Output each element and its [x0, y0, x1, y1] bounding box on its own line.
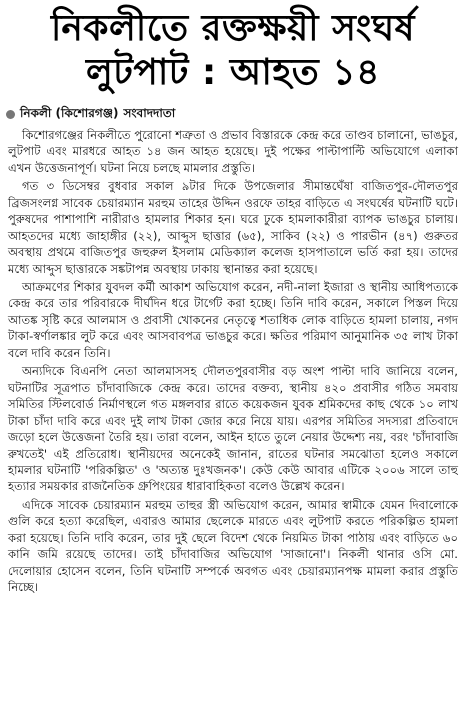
paragraph-3: আক্রমণের শিকার যুবদল কর্মী আকাশ অভিযোগ করেন, নদী-নালা ইজারা ও স্থানীয় আধিপত্যকে কেন্দ্র করে তার পরিবারকে দীর্ঘদিন ধরে টার্গেট করা হচ্ছে। তিনি দাবি করেন, সকালে পিস্তল দিয়ে আতঙ্ক সৃষ্টি করে আলমাস ও প্রবাসী খোকনের নেতৃত্বে শতাধিক লোক বাড়িতে হামলা চালায়, নগদ টাকা-স্বর্ণালঙ্কার লুট করে এবং আসবাবপত্র ভাঙচুর করে। ক্ষতির পরিমাণ আনুমানিক ৩৫ লাখ টাকা বলে দাবি করেন তিনি।	[8, 280, 458, 360]
paragraph-5: এদিকে সাবেক চেয়ারম্যান মরহুম তাহুর স্ত্রী অভিযোগ করেন, আমার স্বামীকে যেমন দিবালোকে গুলি করে হত্যা করেছিল, এবারও আমার ছেলেকে মারতে এবং লুটপাট করতে পরিকল্পিত হামলা করা হয়েছে। তিনি দাবি করেন, তার দুই ছেলে বিদেশ থেকে নিয়মিত টাকা পাঠায় এবং বাড়িতে ৬০ কানি জমি রয়েছে তাদের। তাই চাঁদাবাজির অভিযোগ 'সাজানো'। নিকলী থানার ওসি মো. দেলোয়ার হোসেন বলেন, তিনি ঘটনাটি সম্পর্কে অবগত এবং চেয়ারম্যানপক্ষ মামলা করার প্রস্তুতি নিচ্ছে।	[8, 497, 458, 595]
article-body	[0, 125, 466, 596]
paragraph-2: গত ৩ ডিসেম্বর বুধবার সকাল ৯টার দিকে উপজেলার সীমান্তঘেঁষা বাজিতপুর-দৌলতপুর ব্রিজসংলগ্ন সাবেক চেয়ারম্যান মরহুম তাহের উদ্দিন ওরফে তাহর বাড়িতে এ সংঘর্ষের ঘটনাটি ঘটে। পুরুষদের পাশাপাশি নারীরাও হামলার শিকার হন। ঘরে ঢুকে হামলাকারীরা ব্যাপক ভাঙচুর চালায়। আহতদের মধ্যে জাহাঙ্গীর (২২), আব্দুস ছাত্তার (৬৫), সাকিব (২২) ও পারভীন (৪৭) গুরুতর অবস্থায় প্রথমে বাজিতপুর জহুরুল ইসলাম মেডিক্যাল কলেজ হাসপাতালে ভর্তি করা হয়। তাদের মধ্যে আব্দুস ছাত্তারকে সঙ্কটাপন্ন অবস্থায় ঢাকায় স্থানান্তর করা হয়েছে।	[8, 179, 458, 276]
paragraph-1: কিশোরগঞ্জের নিকলীতে পুরোনো শত্রুতা ও প্রভাব বিস্তারকে কেন্দ্র করে তাণ্ডব চালানো, ভাঙচুর, লুটপাট এবং মারধরে আহত ১৪ জন আহত হয়েছে। দুই পক্ষের পাল্টাপাল্টি অভিযোগে এলাকা এখন উত্তেজনাপূর্ণ। ঘটনা নিয়ে চলছে মামলার প্রস্তুতি।	[8, 127, 458, 175]
byline	[6, 105, 466, 125]
paragraph-4: অন্যদিকে বিএনপি নেতা আলমাসসহ দৌলতপুরবাসীর বড় অংশ পাল্টা দাবি জানিয়ে বলেন, ঘটনাটির সূত্রপাত চাঁদাবাজিকে কেন্দ্র করে। তাদের বক্তব্য, স্থানীয় ৪২০ প্রবাসীর গঠিত সমবায় সমিতির স্টিলবোর্ড নির্মাণস্থলে গত মঙ্গলবার রাতে কয়েকজন যুবক শ্রমিকদের কাছ থেকে ১০ লাখ টাকা চাঁদা দাবি করে এবং দুই লাখ টাকা জোর করে নিয়ে যায়। এরপর সমিতির সদস্যরা প্রতিবাদে জড়ো হলে উত্তেজনা তৈরি হয়। তারা বলেন, আইন হাতে তুলে নেয়ার উদ্দেশ্য নয়, বরং 'চাঁদাবাজি রুখতেই' এই প্রতিরোধ। স্থানীয়দের অনেকেই জানান, রাতের ঘটনার সমঝোতা হলেও সকালে হামলার ঘটনাটি 'পরিকল্পিত' ও 'অত্যন্ত দুঃখজনক'। কেউ কেউ আবার এটিকে ২০০৬ সালে তাহু হত্যার সময়কার রাজনৈতিক গ্রুপিংয়ের ধারাবাহিকতা বলেও উল্লেখ করেন।	[8, 364, 458, 494]
byline-location: নিকলী (কিশোরগঞ্জ)	[20, 105, 119, 120]
byline-reporter: সংবাদদাতা	[123, 105, 176, 120]
bullet-icon	[6, 110, 15, 119]
headline-line-2: লুটপাট : আহত ১৪	[85, 52, 381, 94]
headline-line-1: নিকলীতে রক্তক্ষয়ী সংঘর্ষ	[51, 8, 415, 49]
